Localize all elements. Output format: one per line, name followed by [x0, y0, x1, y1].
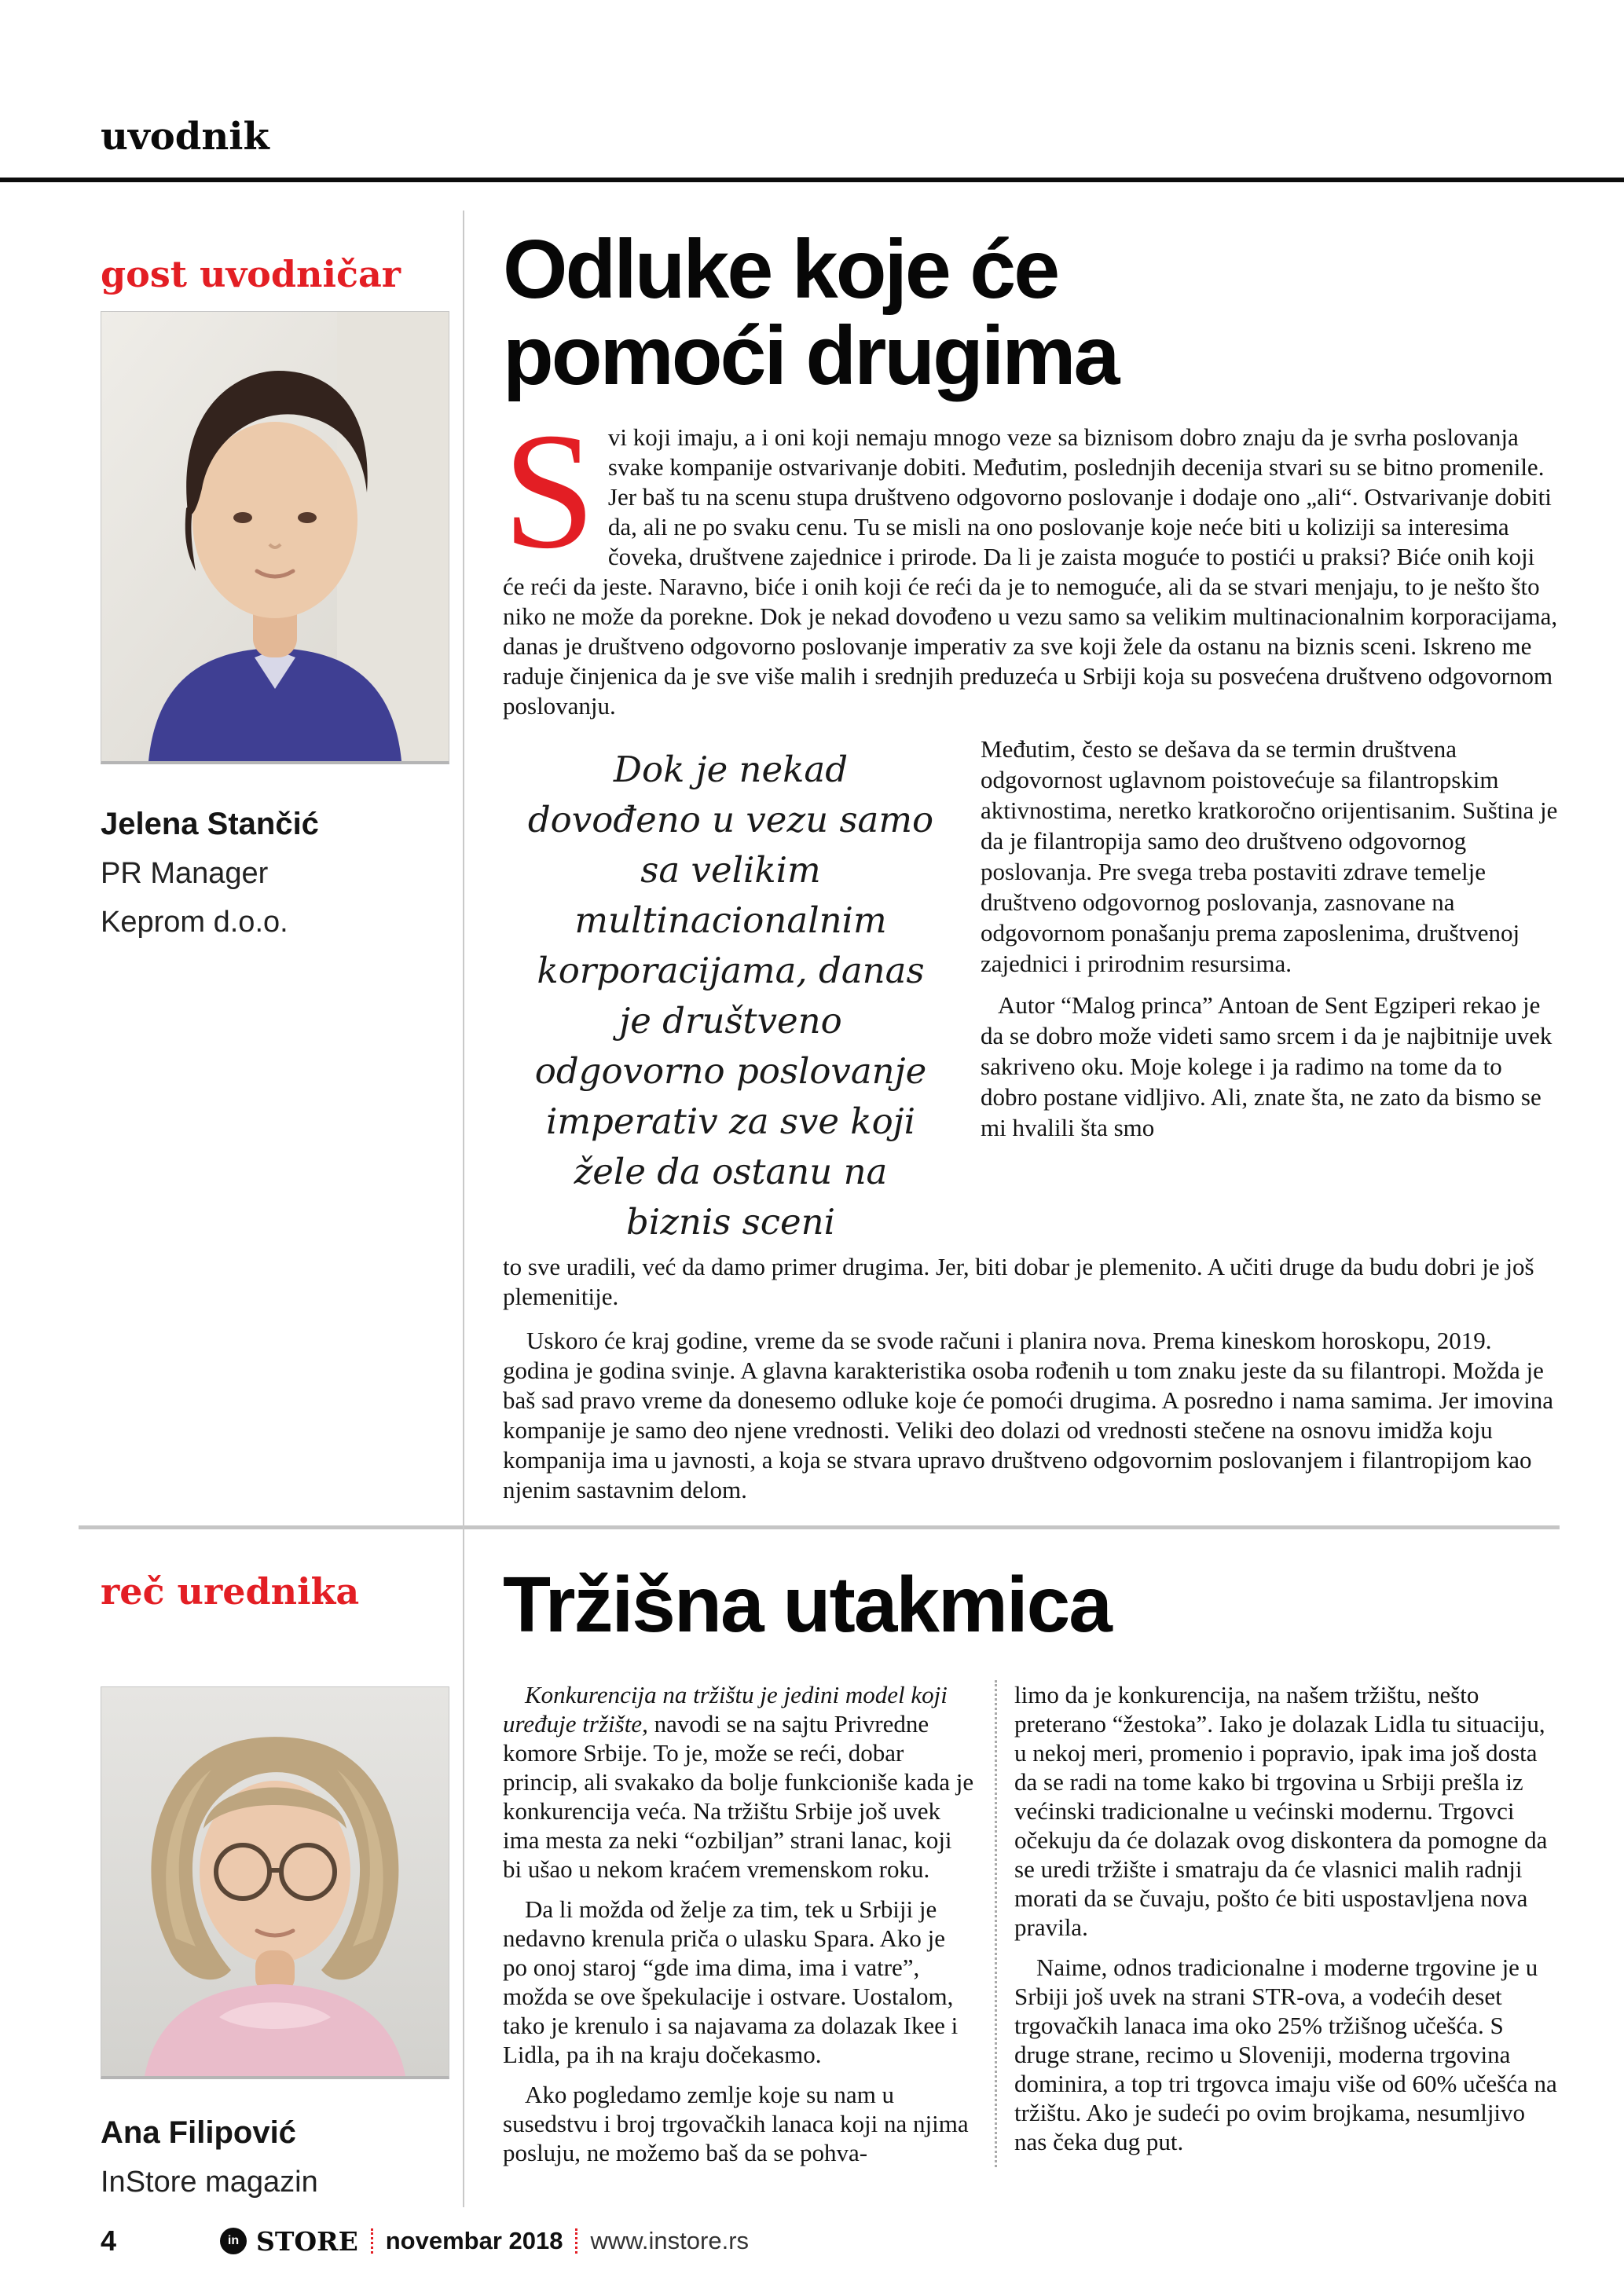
guest-article [503, 182, 1560, 1505]
section-kicker: uvodnik [101, 115, 269, 159]
guest-column-paragraph-2: Autor “Malog princa” Antoan de Sent Egziperi rekao je da se dobro može videti samo srcem i da je najbitnije uvek sakriveno oku. Moje kolege i ja radimo na tome da to dobro postane vidljivo. Ali, znate šta, ne zato da bismo se mi hvalili šta smo [981, 991, 1553, 1141]
page-number: 4 [101, 2225, 117, 2257]
editor-columns [503, 1680, 1560, 2167]
guest-role: PR Manager [101, 857, 269, 890]
guest-continuation-paragraph: to sve uradili, već da damo primer drugima. Jer, biti dobar je plemenito. A učiti druge da budu dobri je još plemenitije. [503, 1253, 1534, 1310]
editor-paragraph-2: Da li možda od želje za tim, tek u Srbiji je nedavno krenula priča o ulasku Spara. Ako je po onoj staroj “gde ima dima, ima i vatre”, možda se ove špekulacije i ostvare. Uostalom, tako je krenulo i sa najavama za dolazak Ikee i Lidla, pa ih na kraju dočekasmo. [503, 1895, 959, 2068]
guest-caption [101, 799, 448, 947]
editor-article [503, 1529, 1560, 2167]
footer-website: www.instore.rs [590, 2227, 750, 2254]
guest-right-column [981, 734, 1560, 1143]
editor-lead-rest: navodi se na sajtu Privredne komore Srbije. To je, može se reći, dobar princip, ali svakako da bolje funkcioniše kada je konkurencija veća. Na tržištu Srbije još uvek ima mesta za neki “ozbiljan” strani lanac, koji bi ušao u nekom kraćem vremenskom roku. [503, 1710, 974, 1883]
portrait-photo-ana [101, 1686, 449, 2079]
editor-paragraph-3-right: limo da je konkurencija, na našem tržištu, nešto preterano “žestoka”. Iako je dolazak Lidla tu situaciju, u nekoj meri, promenio i popravio, ipak ima još dosta da se radi na tome kako bi trgovina u Srbiji prešla iz većinski tradicionalne u većinski modernu. Trgovci očekuju da će dolazak ovog diskontera da pomogne da se uredi tržište i smatraju da će vlasnici malih radnji morati da se čuvaju, pošto će biti uspostavljena nova pravila. [1014, 1681, 1548, 1941]
footer-issue: novembar 2018 [385, 2227, 563, 2254]
portrait-photo-jelena [101, 311, 449, 764]
guest-label: gost uvodničar [101, 253, 401, 295]
guest-editorial-section [0, 182, 1624, 1505]
footer-brand-group [220, 2226, 749, 2257]
pull-quote-text: Dok je nekad dovođeno u vezu samo sa velikim multinacionalnim korporacijama, danas je društveno odgovorno poslovanje imperativ za sve koji žele da ostanu na biznis sceni [527, 749, 934, 1243]
editor-caption [101, 2107, 448, 2206]
footer-brand: STORE [256, 2225, 358, 2257]
editor-paragraph-4: Naime, odnos tradicionalne i moderne trgovine je u Srbiji još uvek na strani STR-ova, a vodećih deset trgovačkih lanaca ima oko 25% tržišnog učešća. S druge strane, recimo u Sloveniji, moderna trgovina dominira, a top tri trgovca imaju više od 60% učešća na tržištu. Ako je sudeći po ovim brojkama, nesumljivo nas čeka dug put. [1014, 1954, 1557, 2155]
pull-quote-block [503, 734, 959, 1247]
guest-closing-paragraph: Uskoro će kraj godine, vreme da se svode računi i planira nova. Prema kineskom horoskopu, 2019. godina je godina svinje. A glavna karakteristika osoba rođenih u tom znaku jeste da su filantropi. Možda je baš sad pravo vreme da donesemo odluke koje će pomoći drugima. A posredno i nama samima. Jer imovina kompanije je samo deo njene vrednosti. Veliki deo dolazi od vrednosti stečene na osnovu imidža koju kompanija ima u javnosti, a koja se stvara upravo društveno odgovornim poslovanjem i filantropijom kao njenim sastavnim delom. [503, 1327, 1553, 1503]
guest-sidebar [101, 182, 448, 947]
guest-company: Keprom d.o.o. [101, 906, 288, 939]
editor-label: reč urednika [101, 1570, 360, 1613]
page-footer [101, 2225, 749, 2258]
guest-headline: Odluke koje će pomoći drugima [503, 223, 1118, 402]
guest-intro-paragraph [503, 398, 1560, 721]
guest-intro-text: vi koji imaju, a i oni koji nemaju mnogo veze sa biznisom dobro znaju da je svrha poslovanja svake kompanije ostvarivanje dobiti. Međutim, poslednjih decenija stvari su se bitno promenile. Jer baš tu na scenu stupa društveno odgovorno poslovanje i dodaje ono „ali“. Ostvarivanje dobiti da, ali ne po svaku cenu. Tu se misli na ono poslovanje koje neće biti u koliziji sa interesima čoveka, društvene zajednice i prirode. Da li je zaista moguće to postići u praksi? Biće onih koji će reći da jeste. Naravno, biće i onih koji će reći da je to nemoguće, ali da se stvari menjaju, to je nešto što niko ne može da porekne. Dok je nekad dovođeno u vezu samo sa velikim multinacionalnim korporacijama, danas je društveno odgovorno poslovanje imperativ za sve koji žele da ostanu na biznis sceni. Iskreno me raduje činjenica da je sve više malih i srednjih preduzeća u Srbiji koja su posvećena društveno odgovornom poslovanju. [503, 423, 1558, 720]
guest-name: Jelena Stančić [101, 807, 319, 841]
editor-paragraph-3-left: Ako pogledamo zemlje koje su nam u susedstvu i broj trgovačkih lanaca koji na njima posluju, ne možemo baš da se pohva- [503, 2081, 969, 2166]
editor-right-column [995, 1680, 1560, 2167]
page-header [0, 116, 1624, 182]
instore-logo-icon: in [220, 2228, 247, 2254]
editor-lead-paragraph [503, 1680, 974, 1884]
footer-separator-icon [371, 2228, 373, 2254]
editor-headline: Tržišna utakmica [503, 1561, 1111, 1649]
drop-cap: S [503, 398, 596, 583]
guest-column-paragraph-1: Međutim, često se dešava da se termin društvena odgovornost uglavnom poistovećuje sa filantropskim aktivnostima, neretko kratkoročno orijentisanim. Suština je da je filantropija samo deo društveno odgovornog poslovanja. Pre svega treba postaviti zdrave temelje društveno odgovornog poslovanja, zasnovane na odgovornom ponašanju prema zaposlenima, društvenoj zajednici i prirodnim resursima. [981, 735, 1558, 977]
editor-sidebar [101, 1529, 448, 2206]
guest-middle-row [503, 734, 1560, 1247]
column-divider-rule [463, 211, 464, 2207]
footer-separator-icon [575, 2228, 577, 2254]
editor-role: InStore magazin [101, 2166, 318, 2199]
editor-section [0, 1529, 1624, 2206]
editor-name: Ana Filipović [101, 2115, 296, 2150]
editor-lead-italic: Konkurencija na tržištu je jedini model koji uređuje tržište, [503, 1681, 948, 1738]
editor-left-column [503, 1680, 974, 2167]
